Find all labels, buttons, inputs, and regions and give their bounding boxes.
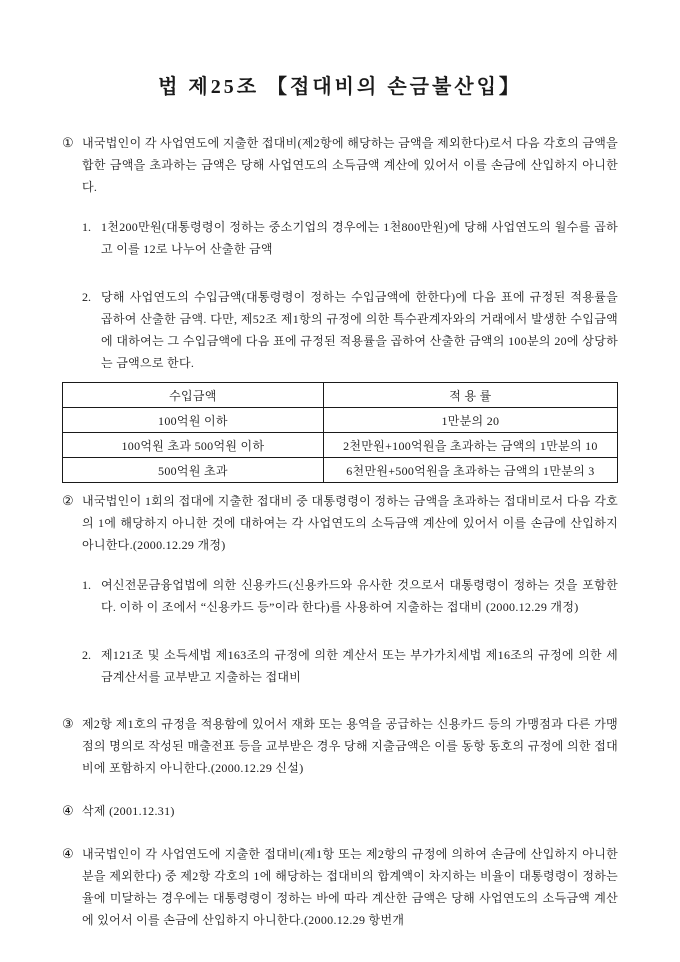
clause-2-marker: ② bbox=[62, 493, 74, 508]
clause-5-marker: ④ bbox=[62, 846, 74, 861]
clause-1 bbox=[62, 132, 618, 374]
clause-3 bbox=[62, 713, 618, 779]
clause-4-deleted bbox=[62, 800, 618, 822]
clause-2-text: 내국법인이 1회의 접대에 지출한 접대비 중 대통령령이 정하는 금액을 초과하는 접대비로서 다음 각호의 1에 해당하지 아니한 것에 대하여는 각 사업연도의 소득금액 계산에 있어서 이를 손금에 산입하지 아니한다.(2000.12.29 개정) bbox=[82, 494, 618, 552]
table-cell: 100억원 이하 bbox=[63, 408, 324, 433]
table-header-cell-rate: 적 용 률 bbox=[323, 383, 617, 408]
item-text: 제121조 및 소득세법 제163조의 규정에 의한 계산서 또는 부가가치세법 제16조의 규정에 의한 세금계산서를 교부받고 지출하는 접대비 bbox=[101, 648, 618, 684]
table-header-cell-revenue: 수입금액 bbox=[63, 383, 324, 408]
table-cell: 100억원 초과 500억원 이하 bbox=[63, 433, 324, 458]
clause-5 bbox=[62, 843, 618, 931]
item-marker: 2. bbox=[82, 290, 91, 304]
clause-3-text: 제2항 제1호의 규정을 적용함에 있어서 재화 또는 용역을 공급하는 신용카드 등의 가맹점과 다른 가맹점의 명의로 작성된 매출전표 등을 교부받은 경우 당해 지출금액은 이를 동항 동호의 규정에 의한 접대비에 포함하지 아니한다.(2000.12.29 신설) bbox=[82, 717, 618, 775]
item-text: 1천200만원(대통령령이 정하는 중소기업의 경우에는 1천800만원)에 당해 사업연도의 월수를 곱하고 이를 12로 나누어 산출한 금액 bbox=[101, 220, 618, 256]
clause-5-text: 내국법인이 각 사업연도에 지출한 접대비(제1항 또는 제2항의 규정에 의하여 손금에 산입하지 아니한 분을 제외한다) 중 제2항 각호의 1에 해당하는 접대비의 합계액이 차지하는 비율이 대통령령이 정하는 율에 미달하는 경우에는 대통령령이 정하는 바에 따라 계산한 금액은 당해 사업연도의 소득금액 계산에 있어서 이를 손금에 산입하지 아니한다.(2000.12.29 항번개 bbox=[82, 847, 618, 927]
table-cell: 500억원 초과 bbox=[63, 458, 324, 483]
clause-3-marker: ③ bbox=[62, 716, 74, 731]
list-item bbox=[82, 644, 618, 688]
clause-4-text: 삭제 (2001.12.31) bbox=[82, 804, 175, 818]
clause-1-marker: ① bbox=[62, 135, 74, 150]
table-header-row bbox=[63, 383, 618, 408]
rate-table bbox=[62, 382, 618, 483]
clause-1-text: 내국법인이 각 사업연도에 지출한 접대비(제2항에 해당하는 금액을 제외한다)로서 다음 각호의 금액을 합한 금액을 초과하는 금액은 당해 사업연도의 소득금액 계산에 있어서 이를 손금에 산입하지 아니한다. bbox=[82, 136, 618, 194]
table-row bbox=[63, 408, 618, 433]
table-cell: 1만분의 20 bbox=[323, 408, 617, 433]
clause-2-items bbox=[82, 574, 618, 688]
clause-2 bbox=[62, 490, 618, 688]
clause-4-marker: ④ bbox=[62, 803, 74, 818]
item-text: 여신전문금융업법에 의한 신용카드(신용카드와 유사한 것으로서 대통령령이 정하는 것을 포함한다. 이하 이 조에서 “신용카드 등”이라 한다)를 사용하여 지출하는 접대비 (2000.12.29 개정) bbox=[101, 578, 618, 614]
table-cell: 6천만원+500억원을 초과하는 금액의 1만분의 3 bbox=[323, 458, 617, 483]
table-row bbox=[63, 433, 618, 458]
page-title: 법 제25조 【접대비의 손금불산입】 bbox=[158, 76, 522, 98]
list-item bbox=[82, 574, 618, 618]
clause-4-body bbox=[82, 800, 618, 822]
item-marker: 1. bbox=[82, 578, 91, 592]
list-item bbox=[82, 286, 618, 374]
item-marker: 1. bbox=[82, 220, 91, 234]
clause-3-body bbox=[82, 713, 618, 779]
item-marker: 2. bbox=[82, 648, 91, 662]
table-row bbox=[63, 458, 618, 483]
clause-2-body bbox=[82, 490, 618, 688]
clause-1-items bbox=[82, 216, 618, 374]
item-text: 당해 사업연도의 수입금액(대통령령이 정하는 수입금액에 한한다)에 다음 표에 규정된 적용률을 곱하여 산출한 금액. 다만, 제52조 제1항의 규정에 의한 특수관계자와의 거래에서 발생한 수입금액에 대하여는 그 수입금액에 다음 표에 규정된 적용률을 곱하여 산출한 금액의 100분의 20에 상당하는 금액으로 한다. bbox=[101, 290, 618, 370]
table-cell: 2천만원+100억원을 초과하는 금액의 1만분의 10 bbox=[323, 433, 617, 458]
list-item bbox=[82, 216, 618, 260]
clause-5-body bbox=[82, 843, 618, 931]
clause-1-body bbox=[82, 132, 618, 374]
